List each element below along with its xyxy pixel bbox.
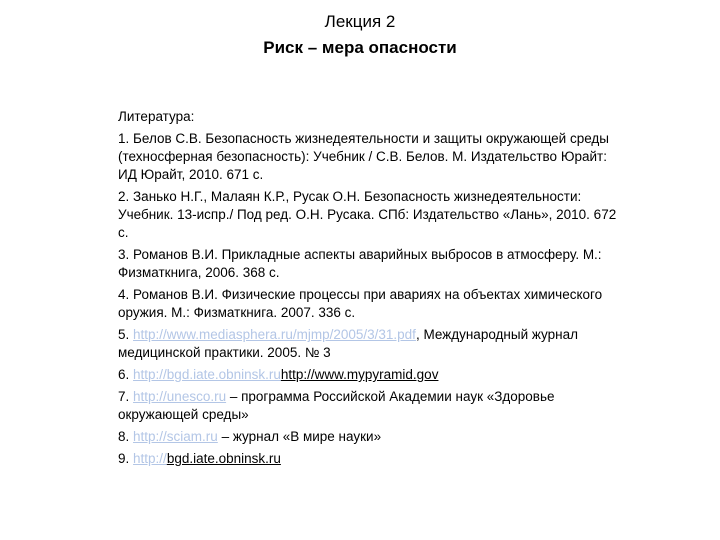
literature-list [118,108,618,472]
literature-item-5 [118,326,618,362]
http-prefix-link[interactable]: http:// [133,451,167,466]
bgd-obninsk-link[interactable]: http://bgd.iate.obninsk.ru [133,367,281,382]
item-number: 2. [118,189,130,204]
item-number: 4. [118,287,130,302]
item-number: 9. [118,451,130,466]
item-number: 5. [118,327,130,342]
unesco-link[interactable]: http://unesco.ru [133,389,227,404]
item-text: Романов В.И. Прикладные аспекты аварийных выбросов в атмосферу. М.: Физматкнига, 2006. 368 с. [118,247,602,280]
literature-item-4 [118,286,618,322]
literature-item-3 [118,246,618,282]
literature-heading: Литература: [118,109,195,124]
item-text: Романов В.И. Физические процессы при авариях на объектах химического оружия. М.: Физматкнига. 2007. 336 с. [118,287,603,320]
literature-item-2 [118,188,618,242]
item-number: 3. [118,247,130,262]
item-text: – журнал «В мире науки» [217,429,382,444]
mypyramid-link[interactable]: http://www.mypyramid.gov [280,367,439,382]
item-number: 7. [118,389,130,404]
item-number: 1. [118,131,130,146]
mediasphera-link[interactable]: http://www.mediasphera.ru/mjmp/2005/3/31.pdf [133,327,416,342]
literature-item-9 [118,450,618,468]
item-number: 8. [118,429,130,444]
literature-item-8 [118,428,618,446]
literature-item-6 [118,366,618,384]
item-text: , Международный журнал медицинской практики. 2005. № 3 [118,327,578,360]
literature-item-7 [118,388,618,424]
sciam-link[interactable]: http://sciam.ru [133,429,218,444]
slide-title: Риск – мера опасности [263,38,457,57]
item-text: – программа Российской Академии наук «Здоровье окружающей среды» [118,389,555,422]
lecture-number: Лекция 2 [324,12,396,31]
bgd-obninsk-domain-link[interactable]: bgd.iate.obninsk.ru [166,451,281,466]
item-number: 6. [118,367,130,382]
literature-item-1 [118,130,618,184]
item-text: Белов С.В. Безопасность жизнедеятельности и защиты окружающей среды (техносферная безопасность): Учебник / С.В. Белов. М. Издательство Юрайт: ИД Юрайт, 2010. 671 с. [118,131,610,182]
item-text: Занько Н.Г., Малаян К.Р., Русак О.Н. Безопасность жизнедеятельности: Учебник. 13-испр./ Под ред. О.Н. Русака. СПб: Издательство «Лань», 2010. 672 с. [118,189,617,240]
